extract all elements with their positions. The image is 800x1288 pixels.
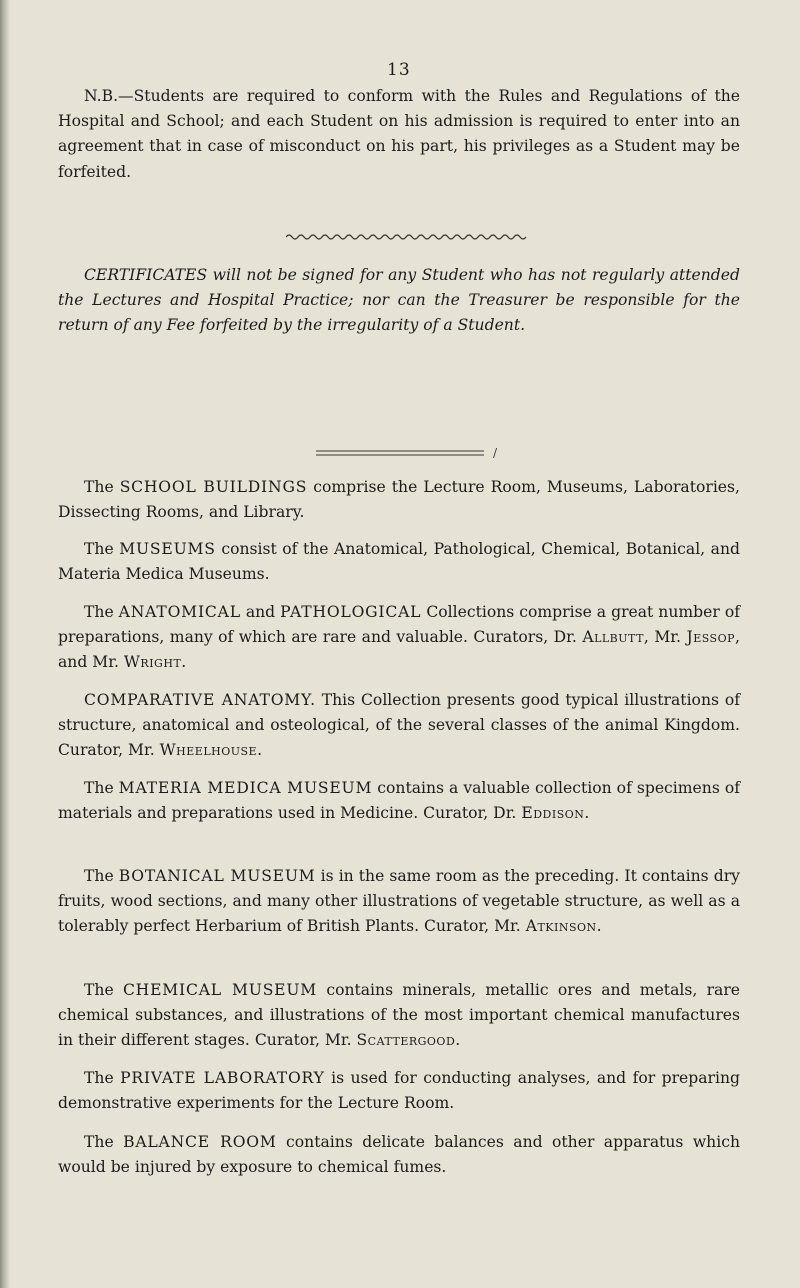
certificates-paragraph: [58, 263, 740, 339]
materia-medica-heading: MATERIA MEDICA MUSEUM: [118, 779, 373, 797]
curator-scattergood: Scattergood: [356, 1031, 456, 1050]
botanical-end: .: [596, 917, 602, 936]
chemical-end: .: [455, 1031, 461, 1050]
private-lab-pre: The: [84, 1069, 121, 1087]
nb-lead: N.B.: [84, 87, 119, 105]
anatomical-end: .: [181, 653, 187, 672]
school-buildings-text: comprise the Lecture Room, Museums, Laboratories, Dissecting Rooms, and Library.: [58, 478, 740, 522]
botanical-text: is in the same room as the preceding. It contains dry fruits, wood sections, and many other illustrations of vegetable structure, as well as a tolerably perfect Herbarium of British Plants. Curator, Mr.: [58, 867, 740, 936]
materia-medica-end: .: [584, 804, 590, 823]
comparative-anatomy-heading: COMPARATIVE ANATOMY.: [84, 691, 316, 709]
anatomical-sep1: , Mr.: [643, 628, 687, 647]
curator-wheelhouse: Wheelhouse: [159, 741, 258, 760]
nb-paragraph: [58, 84, 740, 185]
nb-text: —Students are required to conform with the Rules and Regulations of the Hospital and School; and each Student on his admission is required to enter into an agreement that in case of misconduct on his part, his privileges as a Student may be forfeited.: [58, 87, 740, 181]
private-laboratory-heading: PRIVATE LABORATORY: [120, 1069, 325, 1087]
wavy-divider: [286, 232, 530, 242]
balance-room-pre: The: [84, 1133, 124, 1151]
anatomical-pre: The: [84, 603, 119, 621]
chemical-heading: CHEMICAL MUSEUM: [122, 981, 318, 999]
school-buildings-pre: The: [84, 478, 120, 496]
balance-room-heading: BALANCE ROOM: [123, 1133, 277, 1151]
chemical-pre: The: [84, 981, 123, 999]
comparative-anatomy-paragraph: [58, 688, 740, 764]
botanical-pre: The: [84, 867, 119, 885]
balance-room-paragraph: [58, 1130, 740, 1180]
private-laboratory-paragraph: [58, 1066, 740, 1116]
certificates-text: will not be signed for any Student who has not regularly attended the Lectures and Hospital Practice; nor can the Treasurer be responsible for the return of any Fee forfeited by the irregularity of a Student.: [58, 266, 740, 335]
materia-medica-paragraph: [58, 776, 740, 826]
comparative-anatomy-text: This Collection presents good typical illustrations of structure, anatomical and osteological, of the several classes of the animal Kingdom. Curator, Mr.: [58, 691, 740, 760]
school-buildings-heading: SCHOOL BUILDINGS: [119, 478, 308, 496]
anatomical-mid: and: [240, 603, 281, 621]
anatomical-sep2: , and Mr.: [58, 628, 740, 672]
anatomical-paragraph: [58, 600, 740, 676]
botanical-heading: BOTANICAL MUSEUM: [118, 867, 316, 885]
chemical-text: contains minerals, metallic ores and metals, rare chemical substances, and illustrations of the most important chemical manufactures in their different stages. Curator, Mr.: [58, 981, 740, 1050]
museums-heading: MUSEUMS: [119, 540, 216, 558]
anatomical-heading: ANATOMICAL: [118, 603, 241, 621]
museums-pre: The: [84, 540, 120, 558]
stray-mark: /: [493, 446, 498, 460]
curator-eddison: Eddison: [521, 804, 585, 823]
anatomical-text: Collections comprise a great number of preparations, many of which are rare and valuable. Curators, Dr.: [58, 603, 740, 647]
materia-medica-pre: The: [84, 779, 119, 797]
curator-allbutt: Allbutt: [582, 628, 644, 647]
balance-room-text: contains delicate balances and other apparatus which would be injured by exposure to chemical fumes.: [58, 1133, 740, 1177]
double-rule-divider: [316, 449, 484, 457]
school-buildings-paragraph: [58, 475, 740, 525]
chemical-paragraph: [58, 978, 740, 1054]
certificates-lead: CERTIFICATES: [84, 266, 208, 284]
museums-text: consist of the Anatomical, Pathological, Chemical, Botanical, and Materia Medica Museums.: [58, 540, 740, 584]
materia-medica-text: contains a valuable collection of specimens of materials and preparations used in Medicine. Curator, Dr.: [58, 779, 740, 823]
comparative-end: .: [257, 741, 263, 760]
curator-wright: Wright: [123, 653, 182, 672]
curator-jessop: Jessop: [686, 628, 736, 647]
botanical-paragraph: [58, 864, 740, 940]
pathological-heading: PATHOLOGICAL: [280, 603, 422, 621]
curator-atkinson: Atkinson: [525, 917, 597, 936]
museums-paragraph: [58, 537, 740, 587]
page-number: 13: [387, 60, 411, 80]
private-laboratory-text: is used for conducting analyses, and for preparing demonstrative experiments for the Lecture Room.: [58, 1069, 740, 1113]
